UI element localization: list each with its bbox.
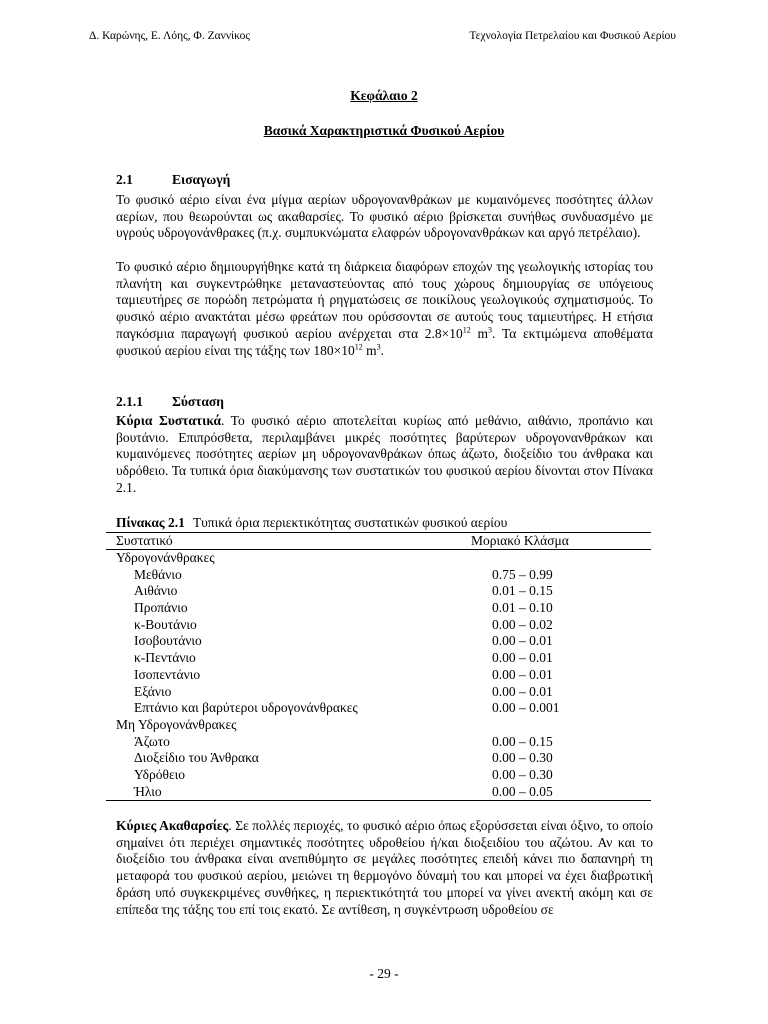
- section-heading-2-1: [116, 172, 230, 188]
- page-header: [89, 30, 676, 46]
- header-book-title: Τεχνολογία Πετρελαίου και Φυσικού Αερίου: [469, 30, 676, 42]
- table-row: Υδρόθειο 0.00 – 0.30: [134, 766, 553, 782]
- table-row: κ-Πεντάνιο 0.00 – 0.01: [134, 650, 553, 666]
- paragraph-intro-1: Το φυσικό αέριο είναι ένα μίγμα αερίων υδρογονανθράκων με κυμαινόμενες ποσότητες άλλων αερίων, που θεωρούνται ως ακαθαρσίες. Το φυσικό αέριο βρίσκεται συνήθως συνδυασμένο με υγρούς υδρογονάνθρακες (π.χ. συμπυκνώματα ελαφρών υδρογονανθράκων και αργό πετρέλαιο).: [116, 192, 653, 241]
- header-authors: Δ. Καρώνης, Ε. Λόης, Φ. Ζαννίκος: [89, 30, 250, 42]
- table-row: Άζωτο 0.00 – 0.15: [134, 733, 553, 749]
- composition-table: [106, 532, 651, 801]
- table-header: [106, 532, 651, 550]
- term-main-components: Κύρια Συστατικά: [116, 413, 221, 428]
- table-row: Ήλιο 0.00 – 0.05: [106, 784, 651, 802]
- paragraph-intro-2: Το φυσικό αέριο δημιουργήθηκε κατά τη διάρκεια διαφόρων εποχών της γεωλογικής ιστορίας του πλανήτη και συγκεντρώθηκε μεταναστεύοντας από τους χώρους δημιουργίας σε υπόγειους ταμιευτήρες σε πορώδη πετρώματα ή ρηγματώσεις σε ποικίλους γεωλογικούς σχηματισμούς. Το φυσικό αέριο ανακτάται μέσω φρεάτων που ορύσσονται σε αυτούς τους ταμιευτήρες. Η ετήσια παγκόσμια παραγωγή φυσικού αερίου ανέρχεται στα $2.8\times 10^{12}$ $m^3$. Τα εκτιμώμενα αποθέματα φυσικού αερίου είναι της τάξης των $180\times 10^{12}$ $m^3$.: [116, 259, 653, 358]
- paragraph-impurities: Κύριες Ακαθαρσίες. Σε πολλές περιοχές, το φυσικό αέριο όπως εξορύσσεται είναι όξινο, το οποίο σημαίνει ότι περιέχει σημαντικές ποσότητες υδροθείου ή/και διοξειδίου του αζώτου. Αν και το διοξείδιο του άνθρακα είναι ανεπιθύμητο σε μεγάλες ποσότητες επειδή κάνει πιο δαπανηρή τη μεταφορά του φυσικού αερίου, μειώνει τη θερμογόνο δύναμή του και μπορεί να έχει διαβρωτική δράση υπό συγκεκριμένες συνθήκες, η περιεκτικότητά του μπορεί να γίνει ανεκτή ακόμη και σε επίπεδα της τάξης του επί τοις εκατό. Σε αντίθεση, η συγκέντρωση υδροθείου σε: [116, 818, 654, 917]
- table-row: Ισοβουτάνιο 0.00 – 0.01: [134, 633, 553, 649]
- table-row: κ-Βουτάνιο 0.00 – 0.02: [134, 616, 553, 632]
- table-row: Μη Υδρογονάνθρακες: [116, 716, 237, 732]
- table-row: Υδρογονάνθρακες: [116, 550, 215, 565]
- table-row: Προπάνιο 0.01 – 0.10: [134, 600, 553, 616]
- table-row: Αιθάνιο 0.01 – 0.15: [134, 583, 553, 599]
- table-row: Εξάνιο 0.00 – 0.01: [134, 683, 553, 699]
- table-row: Ισοπεντάνιο 0.00 – 0.01: [134, 666, 553, 682]
- table-row: Επτάνιο και βαρύτεροι υδρογονάνθρακες 0.00 – 0.001: [134, 700, 560, 716]
- section-number: 2.1: [116, 172, 133, 187]
- page-number: - 29 -: [369, 966, 399, 981]
- table-row: Μεθάνιο 0.75 – 0.99: [134, 566, 553, 582]
- paragraph-composition: Κύρια Συστατικά. Το φυσικό αέριο αποτελείται κυρίως από μεθάνιο, αιθάνιο, προπάνιο και βουτάνιο. Επιπρόσθετα, περιλαμβάνει μικρές ποσότητες βαρύτερων υδρογονανθράκων και κυμαινόμενες ποσότητες αερίων μη υδρογονανθράκων όπως άζωτο, διοξείδιο του άνθρακα και υδρόθειο. Τα τυπικά όρια διακύμανσης των συστατικών του φυσικού αερίου δίνονται στον Πίνακα 2.1.: [116, 413, 653, 495]
- table-caption: [116, 515, 507, 531]
- section-title: Σύσταση: [172, 394, 224, 409]
- chapter-title: Βασικά Χαρακτηριστικά Φυσικού Αερίου: [263, 123, 505, 138]
- chapter-label: Κεφάλαιο 2: [350, 88, 418, 103]
- term-main-impurities: Κύριες Ακαθαρσίες: [116, 818, 229, 833]
- table-caption-label: Πίνακας 2.1: [116, 515, 185, 530]
- column-header-component: Συστατικό: [116, 533, 173, 548]
- section-number: 2.1.1: [116, 394, 143, 409]
- table-row: Διοξείδιο του Άνθρακα 0.00 – 0.30: [134, 750, 553, 766]
- section-heading-2-1-1: [116, 394, 224, 410]
- column-header-fraction: Μοριακό Κλάσμα: [471, 533, 569, 548]
- section-title: Εισαγωγή: [172, 172, 231, 187]
- table-caption-text: Τυπικά όρια περιεκτικότητας συστατικών φυσικού αερίου: [192, 515, 508, 530]
